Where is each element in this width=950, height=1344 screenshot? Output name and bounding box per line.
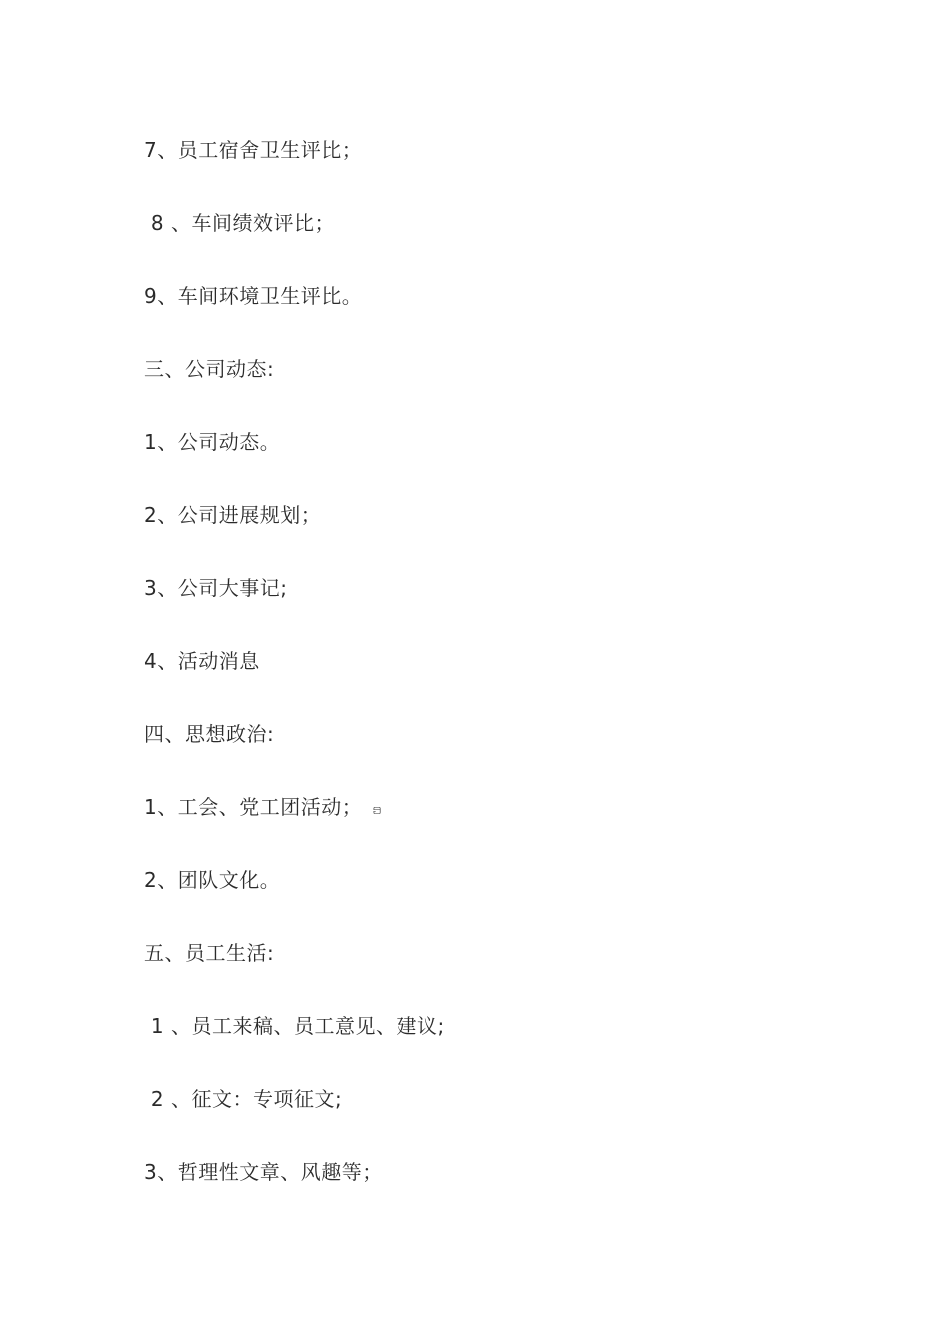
list-item-company-news: 1、公司动态。 bbox=[144, 430, 281, 454]
list-item-staff-dorm-hygiene: 7、员工宿舍卫生评比； bbox=[144, 138, 363, 162]
list-item-staff-contributions: 1 、员工来稿、员工意见、建议; bbox=[144, 1014, 445, 1038]
list-item-philosophy-articles: 3、哲理性文章、风趣等； bbox=[144, 1160, 383, 1184]
section-heading-ideology: 四、思想政治: bbox=[144, 722, 275, 746]
list-item-union-activities bbox=[144, 793, 382, 823]
list-item-activity-news: 4、活动消息 bbox=[144, 649, 260, 673]
list-item-union-activities-text: 1、工会、党工团活动； bbox=[144, 795, 363, 819]
section-heading-staff-life: 五、员工生活: bbox=[144, 941, 275, 965]
list-item-company-events: 3、公司大事记; bbox=[144, 576, 288, 600]
list-item-team-culture: 2、团队文化。 bbox=[144, 868, 281, 892]
section-heading-company-news: 三、公司动态: bbox=[144, 357, 275, 381]
list-item-workshop-performance: 8 、车间绩效评比； bbox=[144, 211, 335, 235]
stray-mark: ꤋ bbox=[372, 799, 383, 818]
list-item-workshop-environment: 9、车间环境卫生评比。 bbox=[144, 284, 363, 308]
list-item-essay-contest: 2 、征文：专项征文; bbox=[144, 1087, 343, 1111]
list-item-company-plan: 2、公司进展规划； bbox=[144, 503, 322, 527]
